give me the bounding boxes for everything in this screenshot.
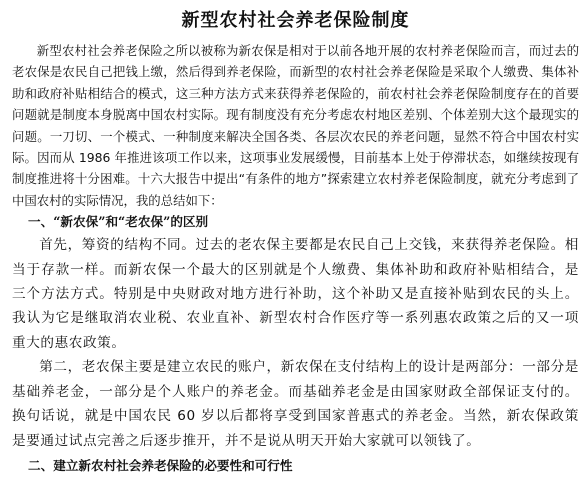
document-title: 新型农村社会养老保险制度 bbox=[181, 10, 410, 31]
section-1-paragraph-2: 第二，老农保主要是建立农民的账户，新农保在支付结构上的设计是两部分：一部分是基础养老金，一部分是个人账户的养老金。而基础养老金是由国家财政全部保证支付的。换句话说，就是中国农民 60 岁以后都将享受到国家普惠式的养老金。当然，新农保政策是要通过试点完善之后逐步推开，并不是说从明天开始大家就可以领钱了。 bbox=[12, 359, 579, 449]
intro-paragraph: 新型农村社会养老保险之所以被称为新农保是相对于以前各地开展的农村养老保险而言，而过去的老农保是农民自己把钱上缴，然后得到养老保险，而新型的农村社会养老保险是采取个人缴费、集体补助和政府补贴相结合的模式，这三种方法方式来获得养老保险的，前农村社会养老保险制度存在的首要问题就是制度本身脱离中国农村实际。现有制度没有充分考虑农村地区差别、个体差别大这个最现实的问题。一刀切、一个模式、一种制度来解决全国各类、各层次农民的养老问题，显然不符合中国农村实际。因而从 1986 年推进该项工作以来，这项事业发展缓慢，目前基本上处于停滞状态，如继续按现有制度推进将十分困难。十六大报告中提出“有条件的地方”探索建立农村养老保险制度，就充分考虑到了中国农村的实际情况，我的总结如下： bbox=[12, 43, 579, 208]
section-heading-2: 二、建立新农村社会养老保险的必要性和可行性 bbox=[28, 457, 293, 473]
section-heading-1: 一、“新农保”和“老农保”的区别 bbox=[28, 214, 209, 230]
section-1-paragraph-1: 首先，筹资的结构不同。过去的老农保主要都是农民自己上交钱，来获得养老保险。相当于存款一样。而新农保一个最大的区别就是个人缴费、集体补助和政府补贴相结合，是三个方法方式。特别是中央财政对地方进行补助，这个补助又是直接补贴到农民的头上。我认为它是继取消农业税、农业直补、新型农村合作医疗等一系列惠农政策之后的又一项重大的惠农政策。 bbox=[12, 237, 579, 351]
